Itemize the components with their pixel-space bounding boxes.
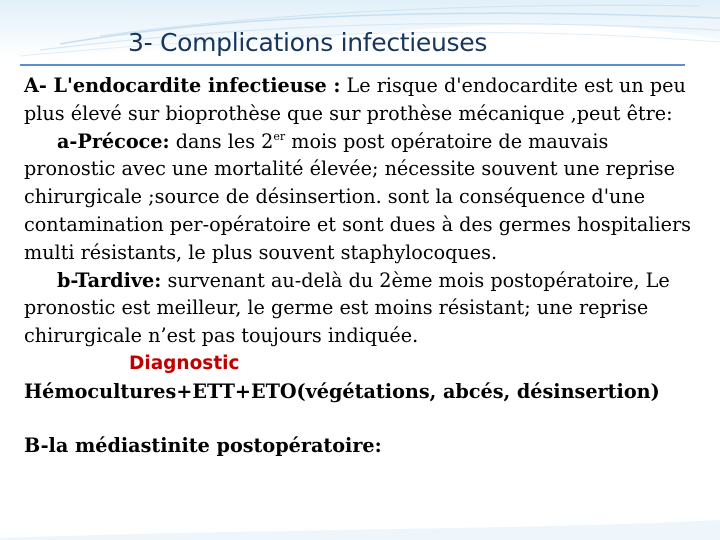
tardive-text: survenant au-delà du 2ème mois postopératoire, Le pronostic est meilleur, le germe est moins résistant; une reprise chirurgicale n’est pas toujours indiquée. xyxy=(24,268,670,348)
precoce-paragraph xyxy=(24,128,704,267)
precoce-text-1: dans les 2 xyxy=(169,129,274,153)
slide-title: 3- Complications infectieuses xyxy=(128,28,488,57)
precoce-text-2: mois post opératoire de mauvais pronostic avec une mortalité élevée; nécessite souvent une reprise chirurgicale ;source de désinsertion. sont la conséquence d'une contamination per-opératoire et sont dues à des germes hospitaliers multi résistants, le plus souvent staphylocoques. xyxy=(24,129,691,264)
section-a-heading: A- L'endocardite infectieuse : xyxy=(24,74,341,97)
slide-body xyxy=(24,72,704,459)
spacer xyxy=(24,406,704,432)
precoce-label: a-Précoce: xyxy=(57,129,170,153)
tardive-paragraph xyxy=(24,267,704,350)
section-b-paragraph xyxy=(24,432,704,460)
precoce-sup: er xyxy=(273,129,286,143)
section-b-heading: B-la médiastinite postopératoire: xyxy=(24,433,382,457)
tardive-label: b-Tardive: xyxy=(57,268,162,292)
title-underline xyxy=(20,64,685,66)
diagnostic-text: Hémocultures+ETT+ETO(végétations, abcés, désinsertion) xyxy=(24,379,660,403)
section-a-paragraph xyxy=(24,72,704,128)
section-a-intro: Le risque d'endocardite est un peu plus élevé sur bioprothèse que sur prothèse mécanique ,peut être: xyxy=(24,74,686,125)
diagnostic-label: Diagnostic xyxy=(129,352,240,374)
